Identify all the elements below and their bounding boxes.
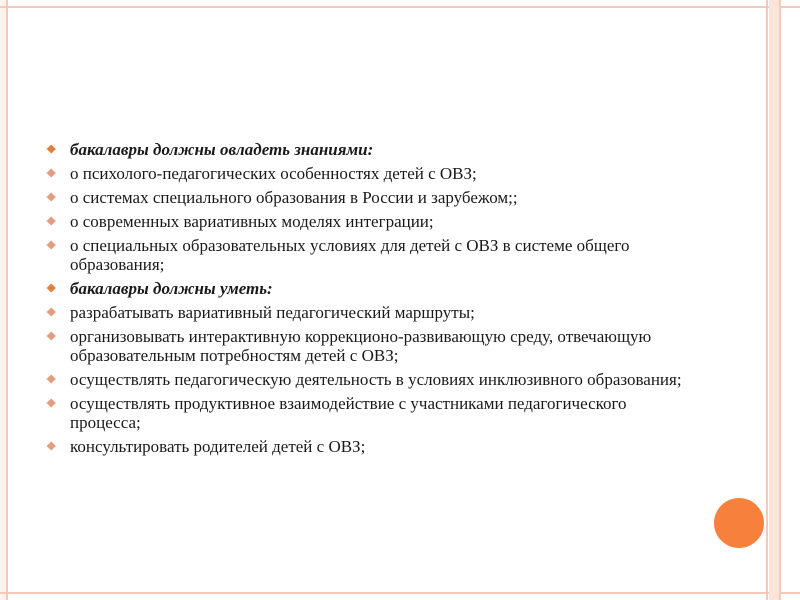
list-item-text: осуществлять педагогическую деятельность в условиях инклюзивного образования; — [70, 370, 682, 389]
bullet-list — [46, 140, 686, 461]
bullet-icon: ⯁ — [46, 329, 57, 344]
list-item — [46, 327, 686, 365]
list-item — [46, 394, 686, 432]
frame-left-line — [6, 0, 8, 600]
bullet-icon: ⯁ — [46, 190, 57, 205]
frame-top-line — [0, 6, 800, 8]
bullet-icon: ⯁ — [46, 214, 57, 229]
list-heading-text: бакалавры должны уметь: — [70, 279, 273, 298]
bullet-icon: ⯁ — [46, 281, 57, 296]
decorative-circle-icon — [714, 498, 764, 548]
list-item-text: о специальных образовательных условиях для детей с ОВЗ в системе общего образования; — [70, 236, 630, 274]
list-item — [46, 437, 686, 456]
list-heading — [46, 279, 686, 298]
bullet-icon: ⯁ — [46, 166, 57, 181]
list-item — [46, 188, 686, 207]
bullet-icon: ⯁ — [46, 238, 57, 253]
list-heading — [46, 140, 686, 159]
list-item-text: осуществлять продуктивное взаимодействие с участниками педагогического процесса; — [70, 394, 627, 432]
bullet-icon: ⯁ — [46, 439, 57, 454]
list-item — [46, 303, 686, 322]
frame-right-inner-line — [779, 0, 781, 600]
list-item-text: разрабатывать вариативный педагогический маршруты; — [70, 303, 475, 322]
list-item — [46, 370, 686, 389]
bullet-icon: ⯁ — [46, 305, 57, 320]
bullet-icon: ⯁ — [46, 372, 57, 387]
list-item-text: консультировать родителей детей с ОВЗ; — [70, 437, 366, 456]
bullet-icon: ⯁ — [46, 142, 57, 157]
list-item-text: о психолого-педагогических особенностях детей с ОВЗ; — [70, 164, 477, 183]
frame-right-line — [766, 0, 768, 600]
list-heading-text: бакалавры должны овладеть знаниями: — [70, 140, 374, 159]
list-item-text: о системах специального образования в России и зарубежом;; — [70, 188, 518, 207]
list-item — [46, 236, 686, 274]
list-item — [46, 212, 686, 231]
frame-right-strip — [769, 0, 779, 600]
frame-bottom-line — [0, 592, 800, 594]
list-item — [46, 164, 686, 183]
list-item-text: о современных вариативных моделях интеграции; — [70, 212, 434, 231]
bullet-icon: ⯁ — [46, 396, 57, 411]
list-item-text: организовывать интерактивную коррекционо-развивающую среду, отвечающую образовательным потребностям детей с ОВЗ; — [70, 327, 652, 365]
